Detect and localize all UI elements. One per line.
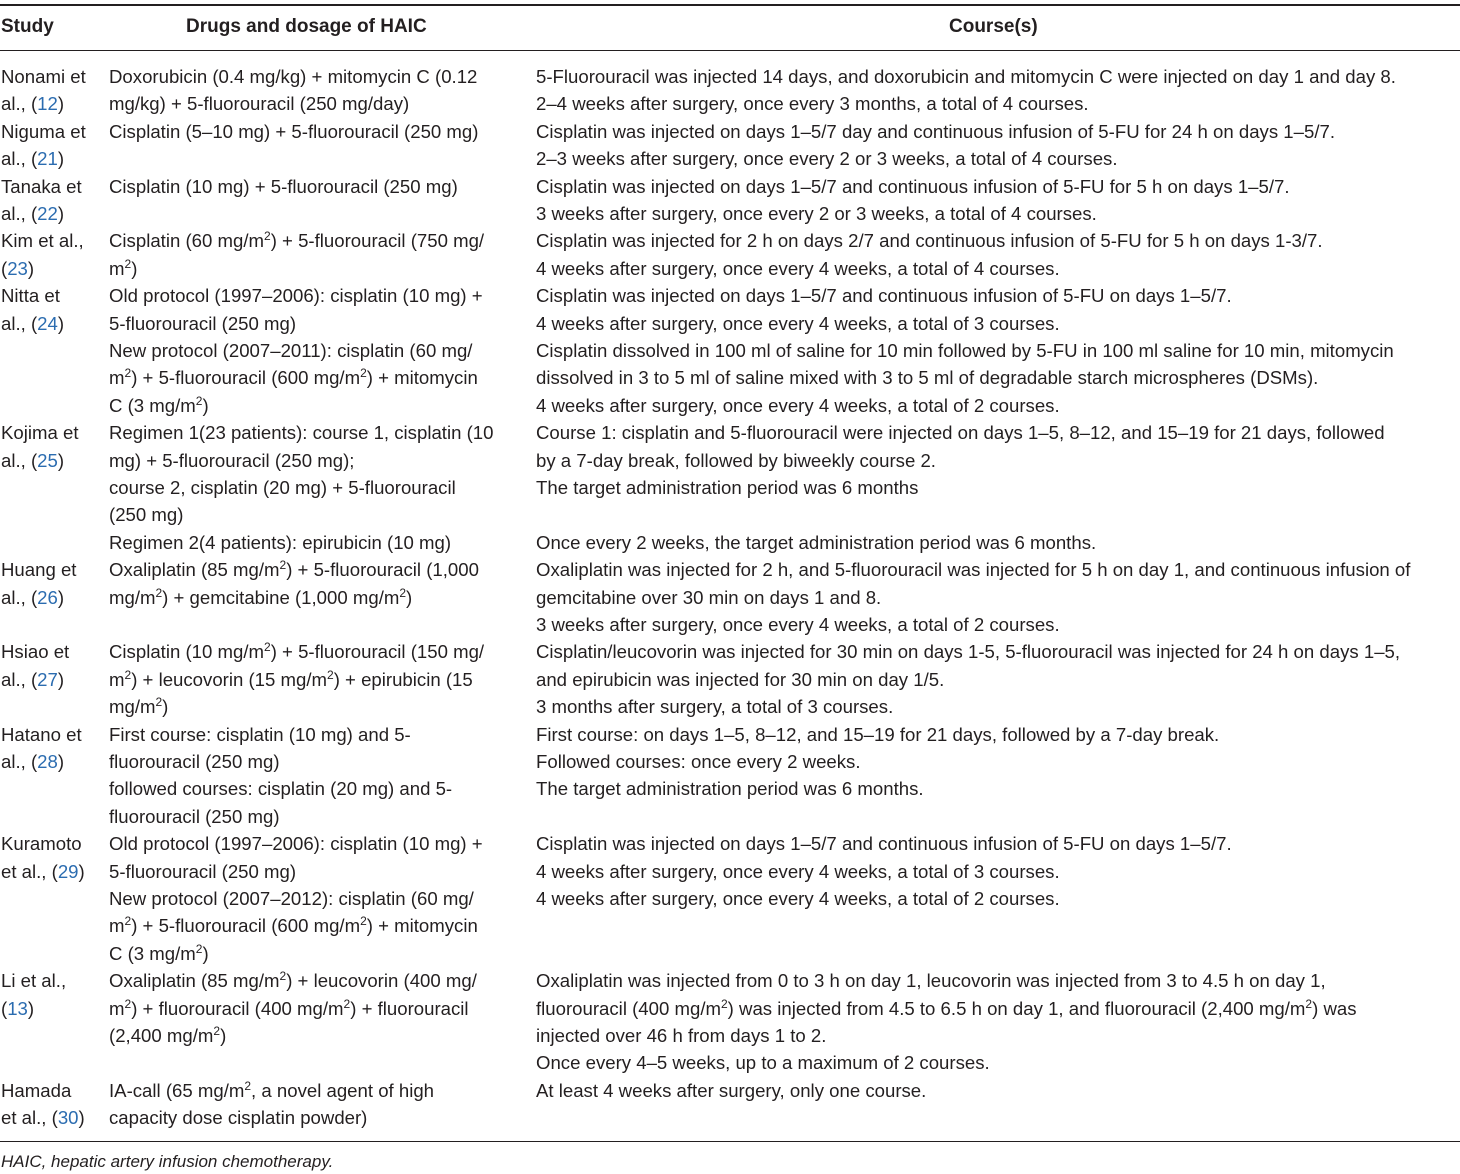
text-run: ) [406, 586, 413, 608]
text-run: ) + mitomycin [366, 367, 478, 389]
text-run: 5-fluorouracil (250 mg) [109, 312, 297, 334]
text-run: capacity dose cisplatin powder) [109, 1107, 368, 1129]
cell-line [109, 447, 517, 474]
cell-line [1, 584, 109, 611]
reference-link[interactable]: 23 [7, 257, 28, 279]
drugs-cell [109, 721, 517, 831]
cell-line [109, 282, 517, 309]
study-cell [1, 721, 109, 776]
text-run: First course: cisplatin (10 mg) and 5- [109, 723, 411, 745]
course-cell [536, 282, 1460, 419]
text-run: m [109, 915, 125, 937]
cell-line [536, 611, 1460, 638]
cell-line [536, 967, 1460, 994]
cell-line [109, 310, 517, 337]
table-top-rule [0, 4, 1460, 6]
text-run: gemcitabine over 30 min on days 1 and 8. [536, 586, 882, 608]
course-cell [536, 118, 1460, 173]
cell-line [1, 556, 109, 583]
study-cell [1, 282, 109, 337]
cell-line [1, 967, 109, 994]
cell-line [1, 830, 109, 857]
text-run: 5-Fluorouracil was injected 14 days, and doxorubicin and mitomycin C were injected on day 1 and day 8. [536, 66, 1396, 87]
cell-line [536, 392, 1460, 419]
cell-line [536, 556, 1460, 583]
cell-line [536, 584, 1460, 611]
text-run: Regimen 1(23 patients): course 1, cisplatin (10 [109, 422, 494, 444]
course-cell [536, 830, 1460, 912]
text-run: Regimen 2(4 patients): epirubicin (10 mg) [109, 531, 452, 553]
cell-line [1, 255, 109, 282]
drugs-cell [109, 638, 517, 720]
study-cell [1, 830, 109, 885]
text-run: 3 months after surgery, a total of 3 courses. [536, 696, 894, 718]
text-run: Cisplatin (5–10 mg) + 5-fluorouracil (250 mg) [109, 120, 479, 142]
text-run: m [109, 668, 125, 690]
text-run: followed courses: cisplatin (20 mg) and 5- [109, 778, 453, 800]
superscript: 2 [244, 1078, 252, 1093]
text-run: Cisplatin (10 mg/m [109, 641, 264, 663]
cell-line [1, 721, 109, 748]
text-run: ) [78, 860, 85, 882]
text-run: Cisplatin/leucovorin was injected for 30 min on days 1-5, 5-fluorouracil was injected for 24 h on days 1–5, [536, 641, 1401, 663]
cell-line [1, 638, 109, 665]
study-cell [1, 1077, 109, 1132]
course-cell [536, 638, 1460, 720]
text-run: Nonami et [1, 66, 86, 87]
text-run: Oxaliplatin (85 mg/m [109, 970, 280, 992]
text-run: Kim et al., [1, 230, 84, 252]
drugs-cell [109, 967, 517, 1049]
reference-link[interactable]: 29 [57, 860, 79, 882]
cell-line [109, 173, 517, 200]
text-run: fluorouracil (250 mg) [109, 805, 280, 827]
superscript: 2 [124, 667, 132, 682]
text-run: mg/kg) + 5-fluorouracil (250 mg/day) [109, 93, 410, 115]
reference-link[interactable]: 28 [37, 750, 58, 772]
superscript: 2 [360, 366, 367, 381]
text-run: Old protocol (1997–2006): cisplatin (10 mg) + [109, 285, 483, 307]
text-run: Cisplatin (60 mg/m [109, 230, 264, 252]
header-drugs: Drugs and dosage of HAIC [186, 16, 427, 37]
cell-line [109, 721, 517, 748]
text-run: Hsiao et [1, 641, 70, 663]
superscript: 2 [264, 640, 271, 655]
text-run: course 2, cisplatin (20 mg) + 5-fluorouracil [109, 476, 456, 498]
cell-line [109, 337, 517, 364]
text-run: ) [57, 750, 65, 772]
text-run: al., ( [1, 586, 38, 608]
cell-line [109, 803, 517, 830]
course-cell [536, 419, 1460, 556]
text-run: ) was [1312, 997, 1357, 1019]
text-run: Huang et [1, 559, 77, 581]
cell-line [536, 447, 1460, 474]
course-cell [536, 173, 1460, 228]
cell-line [536, 1077, 1460, 1104]
cell-line [1, 90, 109, 117]
text-run: IA-call (65 mg/m [109, 1079, 245, 1101]
superscript: 2 [343, 996, 351, 1011]
course-cell [536, 63, 1460, 118]
text-run: ) [57, 668, 65, 690]
cell-line [109, 63, 517, 90]
superscript: 2 [195, 393, 203, 408]
text-run: ) + 5-fluorouracil (750 mg/ [270, 230, 485, 252]
text-run: fluorouracil (400 mg/m [536, 997, 721, 1019]
text-run: ) + 5-fluorouracil (600 mg/m [131, 915, 361, 937]
text-run: al., ( [1, 668, 38, 690]
text-run: The target administration period was 6 months [536, 476, 919, 498]
text-run: ) [131, 257, 138, 279]
text-run: , a novel agent of high [251, 1079, 435, 1101]
cell-line [1, 666, 109, 693]
cell-line [1, 1104, 109, 1131]
text-run: al., ( [1, 449, 38, 471]
text-run: (250 mg) [109, 504, 184, 526]
text-run: mg) + 5-fluorouracil (250 mg); [109, 449, 355, 471]
cell-line [109, 967, 517, 994]
text-run: injected over 46 h from days 1 to 2. [536, 1024, 827, 1046]
cell-line [536, 145, 1460, 172]
text-run: ) + leucovorin (15 mg/m [131, 668, 328, 690]
superscript: 2 [124, 256, 132, 271]
cell-line [1, 173, 109, 200]
reference-link[interactable]: 25 [37, 449, 58, 471]
cell-line [536, 1022, 1460, 1049]
text-run: Cisplatin was injected on days 1–5/7 day and continuous infusion of 5-FU for 24 h on days 1–5/7. [536, 120, 1335, 142]
cell-line [536, 995, 1460, 1022]
cell-line [536, 419, 1460, 446]
text-run: Cisplatin dissolved in 100 ml of saline for 10 min followed by 5-FU in 100 ml saline for 10 min, mitomycin [536, 339, 1394, 361]
reference-link[interactable]: 24 [37, 312, 58, 334]
reference-link[interactable]: 27 [37, 668, 58, 690]
text-run: 4 weeks after surgery, once every 4 weeks, a total of 2 courses. [536, 394, 1060, 416]
text-run: 4 weeks after surgery, once every 4 weeks, a total of 2 courses. [536, 887, 1060, 909]
cell-line [109, 912, 517, 939]
text-run: Hatano et [1, 723, 82, 745]
cell-line [109, 419, 517, 446]
text-run: Oxaliplatin was injected for 2 h, and 5-fluorouracil was injected for 5 h on day 1, and continuous infusion of [536, 559, 1411, 581]
text-run: Old protocol (1997–2006): cisplatin (10 mg) + [109, 833, 483, 855]
text-run: 4 weeks after surgery, once every 4 weeks, a total of 3 courses. [536, 860, 1060, 882]
cell-line [109, 392, 517, 419]
text-run: mg/m [109, 696, 156, 718]
text-run: Nitta et [1, 285, 60, 307]
cell-line [1, 282, 109, 309]
reference-link[interactable]: 13 [7, 997, 28, 1019]
text-run: Cisplatin was injected for 2 h on days 2/7 and continuous infusion of 5-FU for 5 h on days 1-3/7. [536, 230, 1323, 252]
superscript: 2 [124, 366, 132, 381]
text-run: ) [57, 586, 65, 608]
text-run: al., ( [1, 202, 38, 224]
drugs-cell [109, 1077, 517, 1132]
table-bottom-rule [0, 1141, 1460, 1142]
course-cell [536, 227, 1460, 282]
cell-line [109, 830, 517, 857]
text-run: Followed courses: once every 2 weeks. [536, 750, 861, 772]
text-run: ) [202, 942, 209, 964]
header-study: Study [1, 16, 54, 37]
drugs-cell [109, 63, 517, 118]
cell-line [109, 556, 517, 583]
text-run: ) [57, 148, 65, 170]
cell-line [536, 173, 1460, 200]
text-run: m [109, 997, 125, 1019]
text-run: ) + fluorouracil [350, 997, 469, 1019]
superscript: 2 [327, 667, 334, 682]
text-run: ( [1, 257, 8, 279]
cell-line [1, 447, 109, 474]
superscript: 2 [124, 914, 132, 929]
cell-line [536, 227, 1460, 254]
text-run: mg/m [109, 586, 156, 608]
text-run: Kojima et [1, 422, 79, 444]
course-cell [536, 1077, 1460, 1104]
cell-line [1, 63, 109, 90]
text-run: m [109, 367, 125, 389]
text-run: m [109, 257, 125, 279]
text-run: al., ( [1, 148, 38, 170]
cell-line [536, 474, 1460, 501]
text-run: ) + leucovorin (400 mg/ [286, 970, 477, 992]
text-run: et al., ( [1, 1107, 58, 1129]
cell-line [109, 1022, 517, 1049]
cell-line [109, 364, 517, 391]
superscript: 2 [279, 969, 287, 984]
cell-line [536, 310, 1460, 337]
superscript: 2 [213, 1023, 221, 1038]
drugs-cell [109, 419, 517, 556]
text-run: ) + 5-fluorouracil (1,000 [286, 559, 479, 581]
text-run: ) [27, 997, 35, 1019]
text-run: ) [202, 394, 209, 416]
superscript: 2 [720, 996, 728, 1011]
text-run: ) + gemcitabine (1,000 mg/m [162, 586, 400, 608]
text-run: fluorouracil (250 mg) [109, 750, 280, 772]
text-run: 4 weeks after surgery, once every 4 weeks, a total of 3 courses. [536, 312, 1060, 334]
cell-line [1, 748, 109, 775]
text-run: 4 weeks after surgery, once every 4 weeks, a total of 4 courses. [536, 257, 1060, 279]
text-run: Niguma et [1, 120, 86, 142]
drugs-cell [109, 282, 517, 419]
study-cell [1, 556, 109, 611]
drugs-cell [109, 556, 517, 611]
cell-line [1, 118, 109, 145]
text-run: 2–3 weeks after surgery, once every 2 or 3 weeks, a total of 4 courses. [536, 148, 1118, 170]
cell-line [109, 529, 517, 556]
cell-line [536, 748, 1460, 775]
header-course: Course(s) [949, 16, 1038, 37]
drugs-cell [109, 173, 517, 200]
superscript: 2 [155, 695, 163, 710]
cell-line [109, 995, 517, 1022]
cell-line [109, 501, 517, 528]
text-run: 2–4 weeks after surgery, once every 3 months, a total of 4 courses. [536, 93, 1089, 115]
text-run: At least 4 weeks after surgery, only one course. [536, 1079, 927, 1101]
text-run: 3 weeks after surgery, once every 2 or 3 weeks, a total of 4 courses. [536, 202, 1097, 224]
cell-line [536, 638, 1460, 665]
text-run: by a 7-day break, followed by biweekly course 2. [536, 449, 936, 471]
cell-line [536, 1049, 1460, 1076]
study-cell [1, 419, 109, 474]
text-run: ) [27, 257, 35, 279]
cell-line [536, 885, 1460, 912]
cell-line [109, 885, 517, 912]
reference-link[interactable]: 21 [37, 148, 58, 170]
cell-line [109, 638, 517, 665]
table-header-rule [0, 50, 1460, 51]
cell-line [109, 118, 517, 145]
superscript: 2 [155, 585, 163, 600]
cell-line [1, 310, 109, 337]
study-cell [1, 63, 109, 118]
text-run: dissolved in 3 to 5 ml of saline mixed with 3 to 5 ml of degradable starch microspheres (DSMs). [536, 367, 1319, 389]
text-run: 5-fluorouracil (250 mg) [109, 860, 297, 882]
study-cell [1, 638, 109, 693]
superscript: 2 [264, 229, 271, 244]
cell-line [109, 90, 517, 117]
text-run: ) was injected from 4.5 to 6.5 h on day 1, and fluorouracil (2,400 mg/m [727, 997, 1306, 1019]
text-run: Tanaka et [1, 175, 82, 197]
text-run: ) [162, 696, 169, 718]
study-cell [1, 118, 109, 173]
cell-line [109, 693, 517, 720]
course-cell [536, 721, 1460, 803]
text-run: New protocol (2007–2012): cisplatin (60 mg/ [109, 887, 474, 909]
cell-line [536, 255, 1460, 282]
text-run: Hamada [1, 1079, 72, 1101]
table-footnote: HAIC, hepatic artery infusion chemotherapy. [1, 1152, 334, 1171]
text-run: C (3 mg/m [109, 394, 196, 416]
text-run: ) [57, 202, 65, 224]
cell-line [109, 474, 517, 501]
text-run: ) + 5-fluorouracil (150 mg/ [270, 641, 485, 663]
text-run: Cisplatin (10 mg) + 5-fluorouracil (250 mg) [109, 175, 458, 197]
study-cell [1, 227, 109, 282]
drugs-cell [109, 227, 517, 282]
text-run: ) + mitomycin [366, 915, 478, 937]
cell-line [536, 858, 1460, 885]
study-cell [1, 173, 109, 228]
text-run: ) + fluorouracil (400 mg/m [131, 997, 344, 1019]
text-run: Once every 2 weeks, the target administration period was 6 months. [536, 531, 1097, 553]
text-run: ( [1, 997, 8, 1019]
text-run: al., ( [1, 750, 38, 772]
text-run: ) + 5-fluorouracil (600 mg/m [131, 367, 361, 389]
cell-line [1, 419, 109, 446]
cell-line [536, 775, 1460, 802]
text-run: al., ( [1, 312, 38, 334]
superscript: 2 [399, 585, 407, 600]
text-run: ) [57, 449, 65, 471]
text-run: 3 weeks after surgery, once every 4 weeks, a total of 2 courses. [536, 613, 1060, 635]
text-run: First course: on days 1–5, 8–12, and 15–19 for 21 days, followed by a 7-day break. [536, 723, 1220, 745]
text-run: Cisplatin was injected on days 1–5/7 and continuous infusion of 5-FU for 5 h on days 1–5/7. [536, 175, 1290, 197]
cell-line [536, 90, 1460, 117]
text-run: C (3 mg/m [109, 942, 196, 964]
cell-line [109, 666, 517, 693]
text-run: Cisplatin was injected on days 1–5/7 and continuous infusion of 5-FU on days 1–5/7. [536, 833, 1232, 855]
cell-line [1, 200, 109, 227]
text-run: et al., ( [1, 860, 58, 882]
text-run: and epirubicin was injected for 30 min on day 1/5. [536, 668, 945, 690]
cell-line [536, 337, 1460, 364]
cell-line [536, 830, 1460, 857]
cell-line [536, 118, 1460, 145]
text-run: The target administration period was 6 months. [536, 778, 924, 800]
reference-link[interactable]: 26 [37, 586, 58, 608]
cell-line [1, 227, 109, 254]
text-run: ) [57, 93, 65, 115]
text-run: Li et al., [1, 970, 67, 992]
text-run: ) + epirubicin (15 [333, 668, 473, 690]
text-run: Course 1: cisplatin and 5-fluorouracil were injected on days 1–5, 8–12, and 15–19 for 21 days, followed [536, 422, 1385, 444]
cell-line [536, 364, 1460, 391]
cell-line [109, 1077, 517, 1104]
cell-line [1, 858, 109, 885]
study-cell [1, 967, 109, 1022]
text-run: New protocol (2007–2011): cisplatin (60 mg/ [109, 339, 473, 361]
cell-line [109, 227, 517, 254]
cell-line [1, 1077, 109, 1104]
superscript: 2 [124, 996, 132, 1011]
reference-link[interactable]: 12 [37, 93, 58, 115]
cell-line [536, 529, 1460, 556]
superscript: 2 [195, 941, 203, 956]
cell-line [109, 584, 517, 611]
cell-line [109, 255, 517, 282]
text-run: Once every 4–5 weeks, up to a maximum of 2 courses. [536, 1052, 990, 1074]
text-run: ) [220, 1024, 227, 1046]
cell-line [109, 940, 517, 967]
cell-line [536, 501, 1460, 528]
text-run: Oxaliplatin was injected from 0 to 3 h on day 1, leucovorin was injected from 3 to 4.5 h on day 1, [536, 970, 1326, 992]
reference-link[interactable]: 30 [57, 1107, 79, 1129]
text-run: Doxorubicin (0.4 mg/kg) + mitomycin C (0.12 [109, 66, 478, 87]
text-run: Cisplatin was injected on days 1–5/7 and continuous infusion of 5-FU on days 1–5/7. [536, 285, 1232, 307]
text-run: al., ( [1, 93, 38, 115]
cell-line [536, 282, 1460, 309]
drugs-cell [109, 118, 517, 145]
cell-line [536, 200, 1460, 227]
text-run: ) [78, 1107, 85, 1129]
cell-line [109, 775, 517, 802]
cell-line [536, 721, 1460, 748]
text-run: (2,400 mg/m [109, 1024, 214, 1046]
superscript: 2 [1305, 996, 1313, 1011]
cell-line [109, 748, 517, 775]
drugs-cell [109, 830, 517, 967]
cell-line [536, 693, 1460, 720]
cell-line [109, 858, 517, 885]
superscript: 2 [360, 914, 367, 929]
cell-line [109, 1104, 517, 1131]
cell-line [536, 666, 1460, 693]
text-run: ) [57, 312, 65, 334]
reference-link[interactable]: 22 [37, 202, 58, 224]
course-cell [536, 967, 1460, 1077]
cell-line [1, 145, 109, 172]
course-cell [536, 556, 1460, 638]
cell-line [1, 995, 109, 1022]
superscript: 2 [279, 558, 287, 573]
text-run: Kuramoto [1, 833, 82, 855]
cell-line [536, 63, 1460, 90]
text-run: Oxaliplatin (85 mg/m [109, 559, 280, 581]
